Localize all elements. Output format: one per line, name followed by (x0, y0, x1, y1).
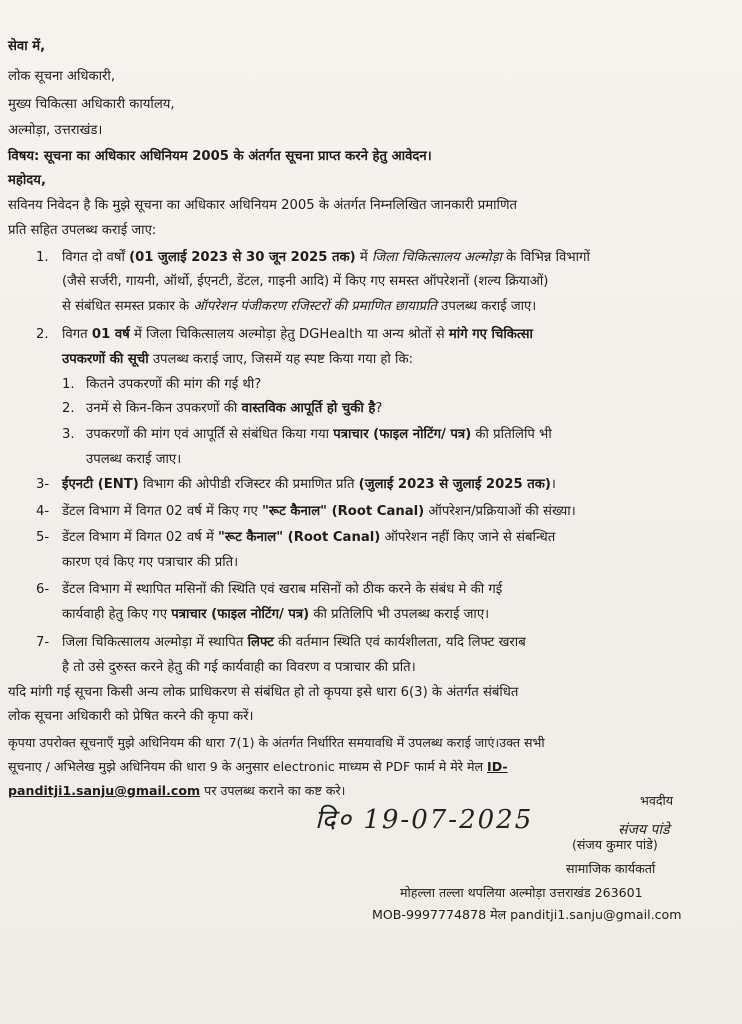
addressee-line-1: लोक सूचना अधिकारी, (8, 69, 116, 84)
item-7-number: 7- (36, 635, 50, 650)
closing-line-2: सूचनाए / अभिलेख मुझे अधिनियम की धारा 9 के अनुसार electronic माध्यम से PDF फार्म मे मेरे मेल ID- (8, 759, 508, 774)
addressee-line-3: अल्मोड़ा, उत्तराखंड। (8, 123, 103, 138)
signer-address: मोहल्ला तल्ला थपलिया अल्मोड़ा उत्तराखंड 263601 (400, 885, 643, 900)
intro-line-2: प्रति सहित उपलब्ध कराई जाए: (8, 223, 157, 238)
item-6-number: 6- (36, 582, 50, 597)
item-3-line: ईएनटी (ENT) विभाग की ओपीडी रजिस्टर की प्रमाणित प्रति (जुलाई 2023 से जुलाई 2025 तक)। (62, 477, 556, 492)
item-2-sub-3-line-2: उपलब्ध कराई जाए। (86, 452, 182, 467)
item-4-line: डेंटल विभाग में विगत 02 वर्ष में किए गए "रूट कैनाल" (Root Canal) ऑपरेशन/प्रक्रियाओं की संख्या। (62, 504, 576, 519)
item-6-line-1: डेंटल विभाग में स्थापित मसिनों की स्थिति एवं खराब मसिनों को ठीक करने के संबंध मे की गई (62, 582, 503, 597)
bhavdiya: भवदीय (640, 793, 674, 808)
item-1-line-1: विगत दो वर्षों (01 जुलाई 2023 से 30 जून 2025 तक) में जिला चिकित्सालय अल्मोड़ा के विभिन्न विभागों (62, 250, 590, 265)
item-7-line-1: जिला चिकित्सालय अल्मोड़ा में स्थापित लिफ्ट की वर्तमान स्थिति एवं कार्यशीलता, यदि लिफ्ट खराब (62, 635, 526, 650)
closing-line-1: कृपया उपरोक्त सूचनाएँ मुझे अधिनियम की धारा 7(1) के अंतर्गत निर्धारित समयावधि में उपलब्ध कराई जाएं।उक्त सभी (8, 735, 545, 750)
intro-line-1: सविनय निवेदन है कि मुझे सूचना का अधिकार अधिनियम 2005 के अंतर्गत निम्नलिखित जानकारी प्रमाणित (8, 198, 518, 213)
item-1-number: 1. (36, 250, 49, 265)
item-2-sub-1-number: 1. (62, 377, 75, 392)
signer-title: सामाजिक कार्यकर्ता (566, 861, 656, 876)
addressee-line-2: मुख्य चिकित्सा अधिकारी कार्यालय, (8, 97, 175, 112)
item-7-line-2: है तो उसे दुरुस्त करने हेतु की गई कार्यवाही का विवरण व पत्राचार की प्रति। (62, 660, 416, 675)
bleed-through-watermark (520, 22, 529, 52)
item-2-sub-1: कितने उपकरणों की मांग की गई थी? (86, 377, 262, 392)
signer-name: (संजय कुमार पांडे) (572, 837, 658, 852)
transfer-line-1: यदि मांगी गई सूचना किसी अन्य लोक प्राधिकरण से संबंधित हो तो कृपया इसे धारा 6(3) के अंतर्गत संबंधित (8, 685, 519, 700)
item-6-line-2: कार्यवाही हेतु किए गए पत्राचार (फाइल नोटिंग/ पत्र) की प्रतिलिपि भी उपलब्ध कराई जाए। (62, 607, 490, 622)
handwritten-date: दि० 19-07-2025 (315, 805, 534, 835)
handwritten-signature: संजय पांडे (618, 822, 670, 838)
item-5-number: 5- (36, 530, 50, 545)
item-2-sub-3-line-1: उपकरणों की मांग एवं आपूर्ति से संबंधित किया गया पत्राचार (फाइल नोटिंग/ पत्र) की प्रतिलिपि भी (86, 427, 552, 442)
salutation: सेवा में, (8, 39, 46, 54)
greeting: महोदय, (8, 173, 46, 188)
item-3-number: 3- (36, 477, 50, 492)
item-2-sub-2: उनमें से किन-किन उपकरणों की वास्तविक आपूर्ति हो चुकी है? (86, 401, 383, 416)
item-4-number: 4- (36, 504, 50, 519)
item-2-number: 2. (36, 327, 49, 342)
subject-line: विषय: सूचना का अधिकार अधिनियम 2005 के अंतर्गत सूचना प्राप्त करने हेतु आवेदन। (8, 149, 432, 164)
item-2-sub-3-number: 3. (62, 427, 75, 442)
item-5-line-2: कारण एवं किए गए पत्राचार की प्रति। (62, 555, 239, 570)
item-5-line-1: डेंटल विभाग में विगत 02 वर्ष में "रूट कैनाल" (Root Canal) ऑपरेशन नहीं किए जाने से संबन्धित (62, 530, 556, 545)
signer-contact: MOB-9997774878 मेल panditji1.sanju@gmail.com (372, 907, 682, 922)
item-1-line-3: से संबंधित समस्त प्रकार के ऑपरेशन पंजीकरण रजिस्टरों की प्रमाणित छायाप्रति उपलब्ध कराई जाए। (62, 299, 537, 314)
email-link[interactable]: panditji1.sanju@gmail.com (8, 783, 201, 798)
item-2-line-2: उपकरणों की सूची उपलब्ध कराई जाए, जिसमें यह स्पष्ट किया गया हो कि: (62, 352, 414, 367)
item-2-sub-2-number: 2. (62, 401, 75, 416)
transfer-line-2: लोक सूचना अधिकारी को प्रेषित करने की कृपा करें। (8, 709, 254, 724)
closing-line-3: panditji1.sanju@gmail.com पर उपलब्ध कराने का कष्ट करे। (8, 783, 346, 798)
item-1-line-2: (जैसे सर्जरी, गायनी, ऑर्थो, ईएनटी, डेंटल, गाइनी आदि) में किए गए समस्त ऑपरेशनों (शल्य क्रियाओं) (62, 274, 549, 289)
item-2-line-1: विगत 01 वर्ष में जिला चिकित्सालय अल्मोड़ा हेतु DGHealth या अन्य श्रोतों से मांगे गए चिकित्सा (62, 327, 533, 342)
